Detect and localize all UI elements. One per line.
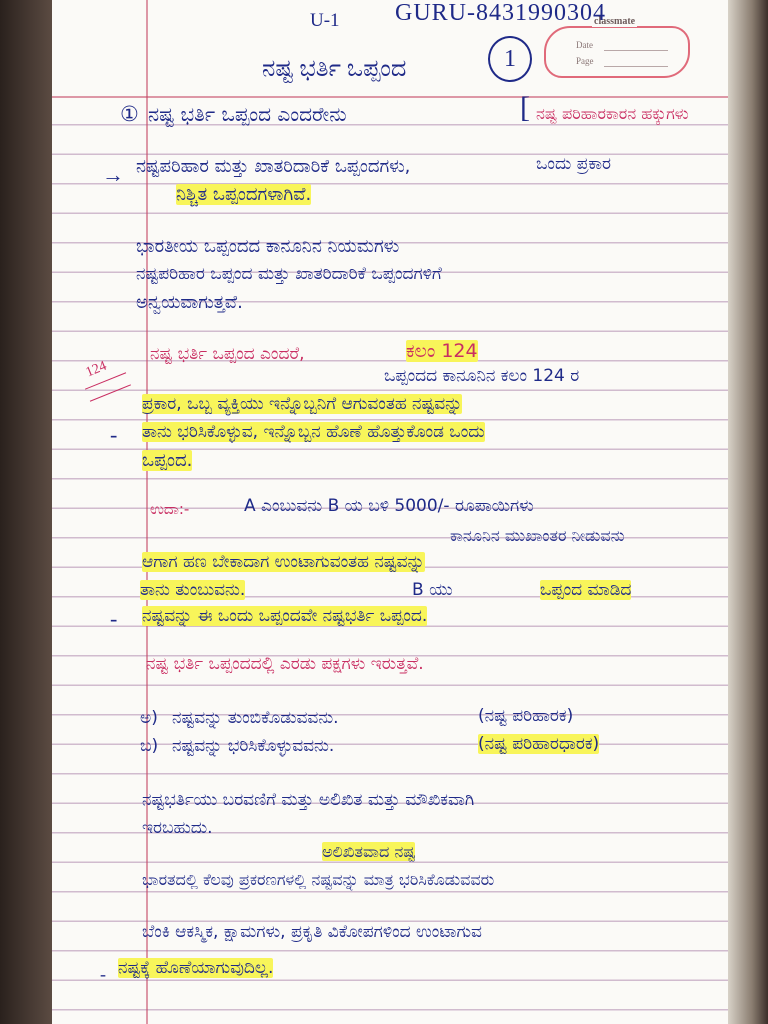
note-line-15: ನಷ್ಟಭರ್ತಿಯು ಬರವಣಿಗೆ ಮತ್ತು ಅಲಿಖಿತ ಮತ್ತು ಮೌಖಿಕವಾಗಿ (142, 790, 475, 810)
margin-number: 124 (83, 358, 109, 381)
bracket: [ (520, 91, 530, 124)
note-line-11: ಕಾನೂನಿನ ಮುಖಾಂತರ ನೀಡುವನು (450, 526, 625, 545)
notebook-header-box (544, 26, 690, 78)
section-label: ಕಲಂ 124 (406, 340, 478, 362)
note-line-12: ಆಗಾಗ ಹಣ ಬೇಕಾದಾಗ ಉಂಟಾಗುವಂತಹ ನಷ್ಟವನ್ನು (142, 552, 425, 572)
note-line-10: A ಎಂಬುವನು B ಯ ಬಳಿ 5000/- ರೂಪಾಯಿಗಳು (244, 496, 534, 516)
note-line-1a: ನಷ್ಟಪರಿಹಾರ ಮತ್ತು ಖಾತರಿದಾರಿಕೆ ಒಪ್ಪಂದಗಳು, (136, 156, 411, 177)
date-field (604, 50, 668, 51)
question-extra: ನಷ್ಟ ಪರಿಹಾರಕಾರನ ಹಕ್ಕುಗಳು (536, 104, 689, 123)
note-line-18: ಭಾರತದಲ್ಲಿ ಕೆಲವು ಪ್ರಕರಣಗಳಲ್ಲಿ ನಷ್ಟವನ್ನು ಮಾತ್ರ ಭರಿಸಿಕೊಡುವವರು (142, 870, 495, 889)
unit-label: U-1 (310, 10, 340, 31)
page-label: Page (576, 56, 594, 66)
note-line-9: ಒಪ್ಪಂದ. (142, 450, 193, 471)
page-title: ನಷ್ಟ ಭರ್ತಿ ಒಪ್ಪಂದ (262, 56, 407, 82)
example-label: ಉದಾ:- (150, 500, 190, 518)
party-a-term: (ನಷ್ಟ ಪರಿಹಾರಕ) (478, 706, 574, 726)
note-line-13c: ಒಪ್ಪಂದ ಮಾಡಿದ (540, 580, 632, 600)
circled-number: 1 (488, 36, 532, 82)
note-line-14: ನಷ್ಟವನ್ನು ಈ ಒಂದು ಒಪ್ಪಂದವೇ ನಷ್ಟಭರ್ತಿ ಒಪ್ಪಂದ. (142, 606, 428, 626)
note-line-1b: ಒಂದು ಪ್ರಕಾರ (536, 154, 612, 174)
desk-shadow-left (0, 0, 52, 1024)
note-line-4: ನಷ್ಟಪರಿಹಾರ ಒಪ್ಪಂದ ಮತ್ತು ಖಾತರಿದಾರಿಕೆ ಒಪ್ಪಂದಗಳಿಗೆ (136, 264, 442, 284)
dash-mark: - (110, 606, 118, 631)
question-number: ① (120, 102, 139, 126)
party-a-text: ನಷ್ಟವನ್ನು ತುಂಬಿಕೊಡುವವನು. (172, 708, 339, 728)
page-field (604, 66, 668, 67)
note-line-13b: B ಯು (412, 580, 453, 600)
date-label: Date (576, 40, 593, 50)
note-line-17: ಅಲಿಖಿತವಾದ ನಷ್ಟ (322, 842, 416, 861)
note-line-16: ಇರಬಹುದು. (142, 818, 213, 838)
parties-heading: ನಷ್ಟ ಭರ್ತಿ ಒಪ್ಪಂದದಲ್ಲಿ ಎರಡು ಪಕ್ಷಗಳು ಇರುತ್ತವೆ. (146, 654, 424, 674)
header-rule (52, 96, 728, 98)
note-line-20: ನಷ್ಟಕ್ಕೆ ಹೊಣೆಯಾಗುವುದಿಲ್ಲ. (118, 958, 274, 978)
party-b-label: ಬ) (140, 736, 159, 756)
page-edge (728, 0, 768, 1024)
note-line-8: ತಾನು ಭರಿಸಿಕೊಳ್ಳುವ, ಇನ್ನೊಬ್ಬನ ಹೊಣೆ ಹೊತ್ತುಕೊಂಡ ಒಂದು (142, 422, 485, 442)
note-line-13a: ತಾನು ತುಂಬುವನು. (140, 580, 246, 600)
dash-mark: - (110, 422, 118, 447)
party-b-term: (ನಷ್ಟ ಪರಿಹಾರಧಾರಕ) (478, 734, 600, 754)
guru-contact: GURU-8431990304 (395, 0, 606, 26)
note-line-6: ಒಪ್ಪಂದದ ಕಾನೂನಿನ ಕಲಂ 124 ರ (384, 366, 580, 386)
brand-logo: classmate (594, 16, 636, 27)
note-line-7: ಪ್ರಕಾರ, ಒಬ್ಬ ವ್ಯಕ್ತಿಯು ಇನ್ನೊಬ್ಬನಿಗೆ ಆಗುವಂತಹ ನಷ್ಟವನ್ನು (142, 394, 463, 414)
arrow-icon: → (102, 162, 124, 187)
definition-heading: ನಷ್ಟ ಭರ್ತಿ ಒಪ್ಪಂದ ಎಂದರೆ, (150, 344, 305, 364)
dash-mark: - (100, 964, 106, 984)
party-b-text: ನಷ್ಟವನ್ನು ಭರಿಸಿಕೊಳ್ಳುವವನು. (172, 736, 335, 756)
party-a-label: ಅ) (140, 708, 158, 728)
note-line-19: ಬೆಂಕಿ ಆಕಸ್ಮಿಕ, ಕ್ಷಾಮಗಳು, ಪ್ರಕೃತಿ ವಿಕೋಪಗಳಿಂದ ಉಂಟಾಗುವ (142, 922, 482, 942)
note-line-5: ಅನ್ವಯವಾಗುತ್ತವೆ. (136, 292, 243, 313)
note-line-2: ನಿಶ್ಚಿತ ಒಪ್ಪಂದಗಳಾಗಿವೆ. (176, 184, 312, 205)
note-line-3: ಭಾರತೀಯ ಒಪ್ಪಂದದ ಕಾನೂನಿನ ನಿಯಮಗಳು (136, 236, 400, 257)
question-text: ನಷ್ಟ ಭರ್ತಿ ಒಪ್ಪಂದ ಎಂದರೇನು (148, 102, 347, 126)
